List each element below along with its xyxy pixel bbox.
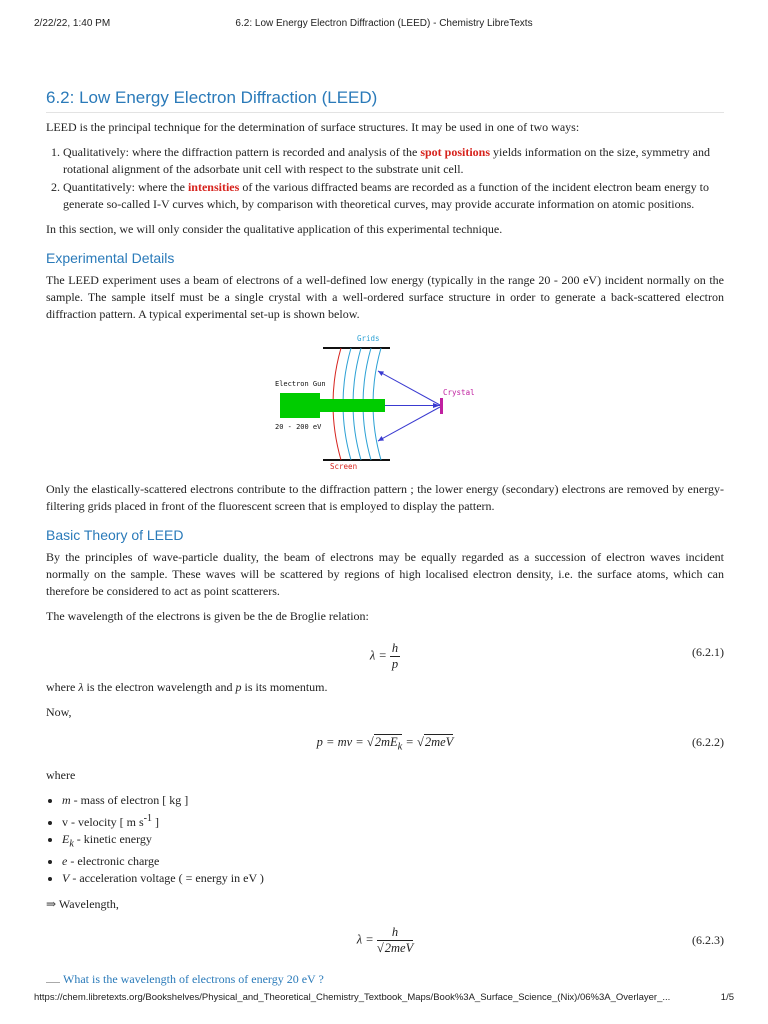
- print-datetime: 2/22/22, 1:40 PM: [34, 18, 111, 29]
- experimental-paragraph: The LEED experiment uses a beam of electrons of a well-defined low energy (typically in the range 20 - 200 eV) incident normally on the sample. The sample itself must be a single crystal with a well-ordered surface structure in order to generate a back-scattered electron diffraction pattern. A typical experimental set-up is shown below.: [46, 273, 724, 321]
- theory-paragraph: By the principles of wave-particle duality, the beam of electrons may be equally regarded as a succession of electron waves incident normally on the sample. These waves will be scattered by regions of high localised electron density, i.e. the surface atoms, which can therefore be considered to act as point scatterers.: [46, 550, 724, 598]
- elastic-paragraph: Only the elastically-scattered electrons contribute to the diffraction pattern ; the lower energy (secondary) electrons are removed by energy-filtering grids placed in front of the fluorescent screen that is employed to display the pattern.: [46, 482, 724, 513]
- equation-6-2-3: λ = $\frac{h}{\text{√2meV}}$ (6.2.3): [356, 924, 724, 955]
- list-item: • v - velocity [ m $s^{-1}$ ]: [62, 810, 724, 832]
- intro-paragraph: LEED is the principal technique for the determination of surface structures. It may be used in one of two ways:: [46, 120, 580, 134]
- list-item: • m - mass of electron [ kg ]: [62, 792, 724, 810]
- question-link[interactable]: What is the wavelength of electrons of energy 20 eV ?: [46, 971, 724, 988]
- diffracted-beam: [378, 371, 440, 405]
- equation-6-2-2: p = mv = $√2mE_k = √2meV$ (6.2.2): [316, 735, 724, 753]
- print-title: 6.2: Low Energy Electron Diffraction (LEED) - Chemistry LibreTexts: [235, 18, 533, 29]
- leed-diagram: [275, 331, 495, 469]
- leed-setup-figure: [46, 331, 724, 473]
- heading-experimental-details: Experimental Details: [46, 250, 175, 266]
- highlight-spot-positions: spot positions: [420, 145, 491, 159]
- diffracted-beam: [378, 407, 440, 441]
- heading-basic-theory: Basic Theory of LEED: [46, 527, 184, 543]
- usage-list: [46, 144, 724, 213]
- print-header: [34, 18, 734, 32]
- print-footer: [34, 992, 734, 1006]
- screen-label: Screen: [330, 462, 358, 469]
- where-label: where: [46, 768, 76, 782]
- electron-gun-barrel: [320, 399, 385, 412]
- now-paragraph: Now,: [46, 705, 72, 719]
- page-number: 1/5: [720, 992, 734, 1003]
- electron-gun-body: [280, 393, 320, 418]
- equation-number: (6.2.3): [692, 932, 724, 947]
- crystal-label: Crystal: [443, 388, 475, 397]
- section-scope-paragraph: In this section, we will only consider the qualitative application of this experimental technique.: [46, 222, 503, 236]
- wavelength-arrow-paragraph: ⇒ Wavelength,: [46, 896, 119, 911]
- highlight-intensities: intensities: [187, 180, 240, 194]
- equation-number: (6.2.1): [692, 645, 724, 659]
- list-item: • e - electronic charge: [62, 853, 724, 871]
- expand-icon[interactable]: [46, 978, 60, 983]
- page-url: https://chem.libretexts.org/Bookshelves/Physical_and_Theoretical_Chemistry_Textbook_Maps/Book%3A_Surface_Science_(Nix)/06%3A_Overlayer_...: [34, 992, 671, 1003]
- wavelength-paragraph: The wavelength of the electrons is given be the de Broglie relation:: [46, 609, 369, 623]
- article: [46, 88, 724, 996]
- energy-label: 20 - 200 eV: [275, 423, 322, 431]
- equation-6-2-1: λ = $\frac{h}{p}$ (6.2.1): [369, 641, 724, 671]
- list-item: • V - acceleration voltage ( = energy in eV ): [62, 870, 724, 888]
- list-item: 1. Qualitatively: where the diffraction pattern is recorded and analysis of the spot positions yields information on the size, symmetry and rotational alignment of the adsorbate unit cell with respect to the substrate unit cell.: [63, 144, 724, 178]
- list-item: • $E_k$ - kinetic energy: [62, 831, 724, 853]
- page-title: 6.2: Low Energy Electron Diffraction (LEED): [46, 88, 724, 113]
- grids-label: Grids: [357, 334, 380, 343]
- crystal-sample: [440, 398, 443, 414]
- variable-list: [46, 792, 724, 888]
- equation-number: (6.2.2): [692, 735, 724, 749]
- where-paragraph: where λ is the electron wavelength and p is its momentum.: [46, 680, 328, 694]
- list-item: 2. Quantitatively: where the intensities of the various diffracted beams are recorded as a function of the incident electron beam energy to generate so-called I-V curves which, by comparison with theoretical curves, may provide accurate information on atomic positions.: [63, 179, 724, 213]
- electron-gun-label: Electron Gun: [275, 380, 326, 388]
